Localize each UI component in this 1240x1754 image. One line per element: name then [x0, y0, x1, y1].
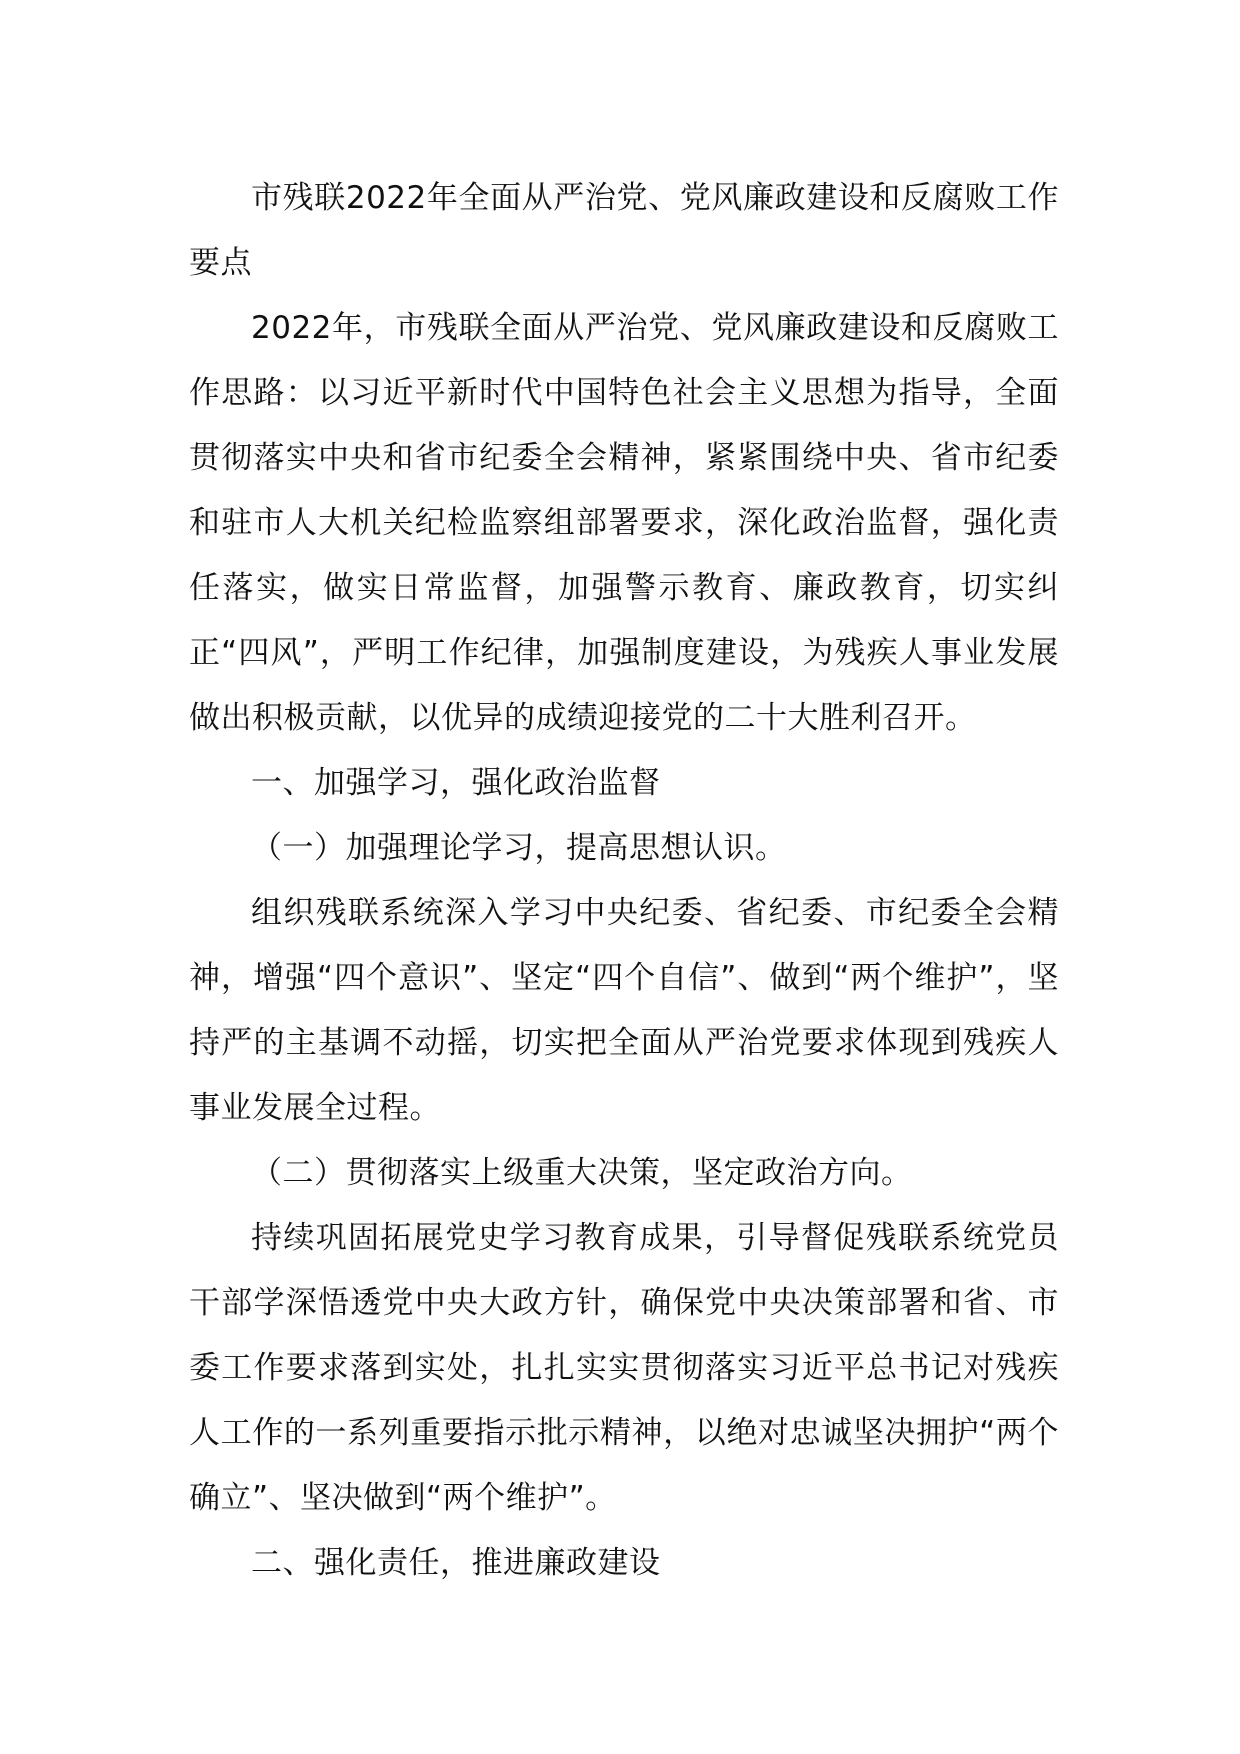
intro-paragraph: 2022年，市残联全面从严治党、党风廉政建设和反腐败工作思路：以习近平新时代中国特色社会主义思想为指导，全面贯彻落实中央和省市纪委全会精神，紧紧围绕中央、省市纪委和驻市人大机关纪检监察组部署要求，深化政治监督，强化责任落实，做实日常监督，加强警示教育、廉政教育，切实纠正“四风”，严明工作纪律，加强制度建设，为残疾人事业发展做出积极贡献，以优异的成绩迎接党的二十大胜利召开。 [189, 310, 1059, 736]
section-heading-1: 一、加强学习，强化政治监督 [251, 765, 661, 801]
document-body [189, 166, 1059, 1596]
body-paragraph-1-1: 组织残联系统深入学习中央纪委、省纪委、市纪委全会精神，增强“四个意识”、坚定“四个自信”、做到“两个维护”，坚持严的主基调不动摇，切实把全面从严治党要求体现到残疾人事业发展全过程。 [189, 895, 1059, 1126]
subsection-heading-1-2: （二）贯彻落实上级重大决策，坚定政治方向。 [251, 1155, 913, 1191]
subsection-heading-1-1: （一）加强理论学习，提高思想认识。 [251, 830, 787, 866]
document-title: 市残联2022年全面从严治党、党风廉政建设和反腐败工作要点 [189, 180, 1059, 281]
body-paragraph-1-2: 持续巩固拓展党史学习教育成果，引导督促残联系统党员干部学深悟透党中央大政方针，确保党中央决策部署和省、市委工作要求落到实处，扎扎实实贯彻落实习近平总书记对残疾人工作的一系列重要指示批示精神，以绝对忠诚坚决拥护“两个确立”、坚决做到“两个维护”。 [189, 1220, 1059, 1516]
section-heading-2: 二、强化责任，推进廉政建设 [251, 1545, 661, 1581]
